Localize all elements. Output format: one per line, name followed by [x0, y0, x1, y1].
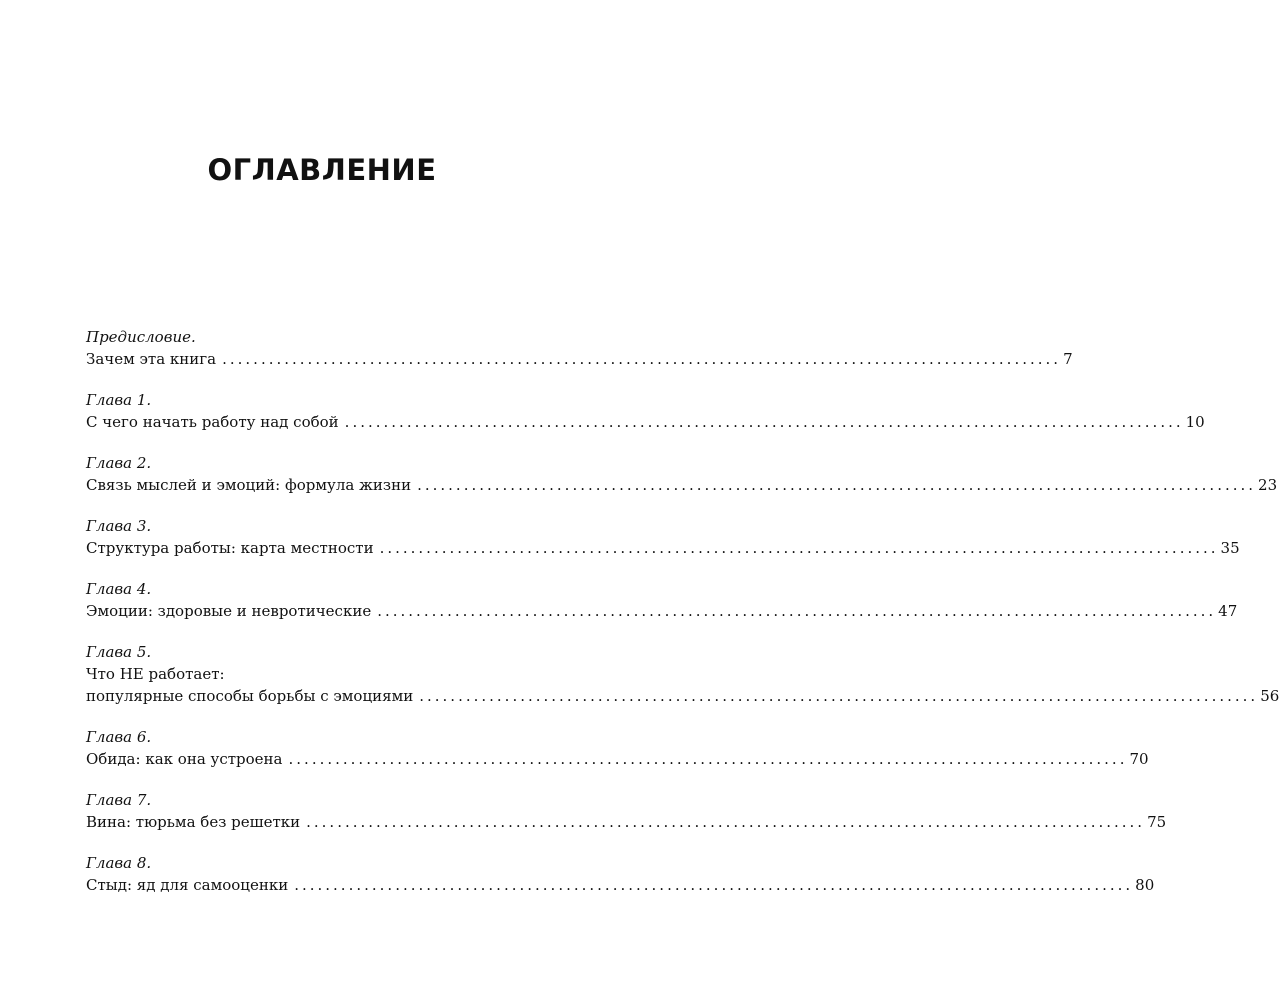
- entry-row: [86, 874, 1155, 896]
- page-number: 56: [1260, 687, 1279, 705]
- entry-label: Предисловие.: [86, 328, 196, 346]
- table-of-contents: [86, 326, 1279, 915]
- entry-title: Вина: тюрьма без решетки: [86, 813, 301, 831]
- page-number: 23: [1258, 476, 1278, 494]
- entry-row: [86, 348, 1073, 370]
- entry-title: Зачем эта книга: [86, 350, 217, 368]
- entry-title: Обида: как она устроена: [86, 750, 283, 768]
- entry-label: Глава 3.: [86, 517, 152, 535]
- entry-label: Глава 5.: [86, 643, 152, 661]
- page-number: 75: [1147, 813, 1167, 831]
- entry-label: Глава 8.: [86, 854, 152, 872]
- toc-entry-chapter-7: [86, 789, 1167, 833]
- entry-row: [86, 748, 1149, 770]
- toc-entry-chapter-4: [86, 578, 1238, 622]
- page-number: 35: [1220, 539, 1240, 557]
- entry-title: Эмоции: здоровые и невротические: [86, 602, 372, 620]
- toc-entry-chapter-3: [86, 515, 1240, 559]
- entry-row: [86, 685, 1279, 707]
- entry-row: [86, 811, 1167, 833]
- toc-entry-chapter-8: [86, 852, 1155, 896]
- page-number: 70: [1129, 750, 1149, 768]
- page-title: ОГЛАВЛЕНИЕ: [207, 153, 437, 187]
- page-number: 47: [1218, 602, 1238, 620]
- entry-row: [86, 600, 1238, 622]
- toc-entry-chapter-5: [86, 641, 1279, 707]
- toc-entry-chapter-1: [86, 389, 1205, 433]
- dot-leader: ............................................................................................................: [306, 813, 1146, 831]
- entry-title: Связь мыслей и эмоций: формула жизни: [86, 476, 412, 494]
- entry-label: Глава 7.: [86, 791, 152, 809]
- entry-title: Структура работы: карта местности: [86, 539, 374, 557]
- toc-entry-chapter-6: [86, 726, 1149, 770]
- dot-leader: ............................................................................................................: [417, 476, 1257, 494]
- dot-leader: ............................................................................................................: [377, 602, 1217, 620]
- entry-label: Глава 2.: [86, 454, 152, 472]
- entry-title: С чего начать работу над собой: [86, 413, 339, 431]
- entry-label: Глава 4.: [86, 580, 152, 598]
- entry-row: [86, 474, 1278, 496]
- entry-title: популярные способы борьбы с эмоциями: [86, 687, 414, 705]
- page-number: 80: [1135, 876, 1155, 894]
- page-number: 7: [1063, 350, 1073, 368]
- entry-row: [86, 411, 1205, 433]
- dot-leader: ............................................................................................................: [222, 350, 1062, 368]
- entry-label: Глава 6.: [86, 728, 152, 746]
- dot-leader: ............................................................................................................: [379, 539, 1219, 557]
- page-number: 10: [1185, 413, 1205, 431]
- entry-title-line: Что НЕ работает:: [86, 665, 225, 683]
- dot-leader: ............................................................................................................: [419, 687, 1259, 705]
- dot-leader: ............................................................................................................: [344, 413, 1184, 431]
- dot-leader: ............................................................................................................: [294, 876, 1134, 894]
- entry-label: Глава 1.: [86, 391, 152, 409]
- dot-leader: ............................................................................................................: [288, 750, 1128, 768]
- entry-title: Стыд: яд для самооценки: [86, 876, 289, 894]
- entry-row: [86, 537, 1240, 559]
- toc-entry-preface: [86, 326, 1073, 370]
- toc-entry-chapter-2: [86, 452, 1278, 496]
